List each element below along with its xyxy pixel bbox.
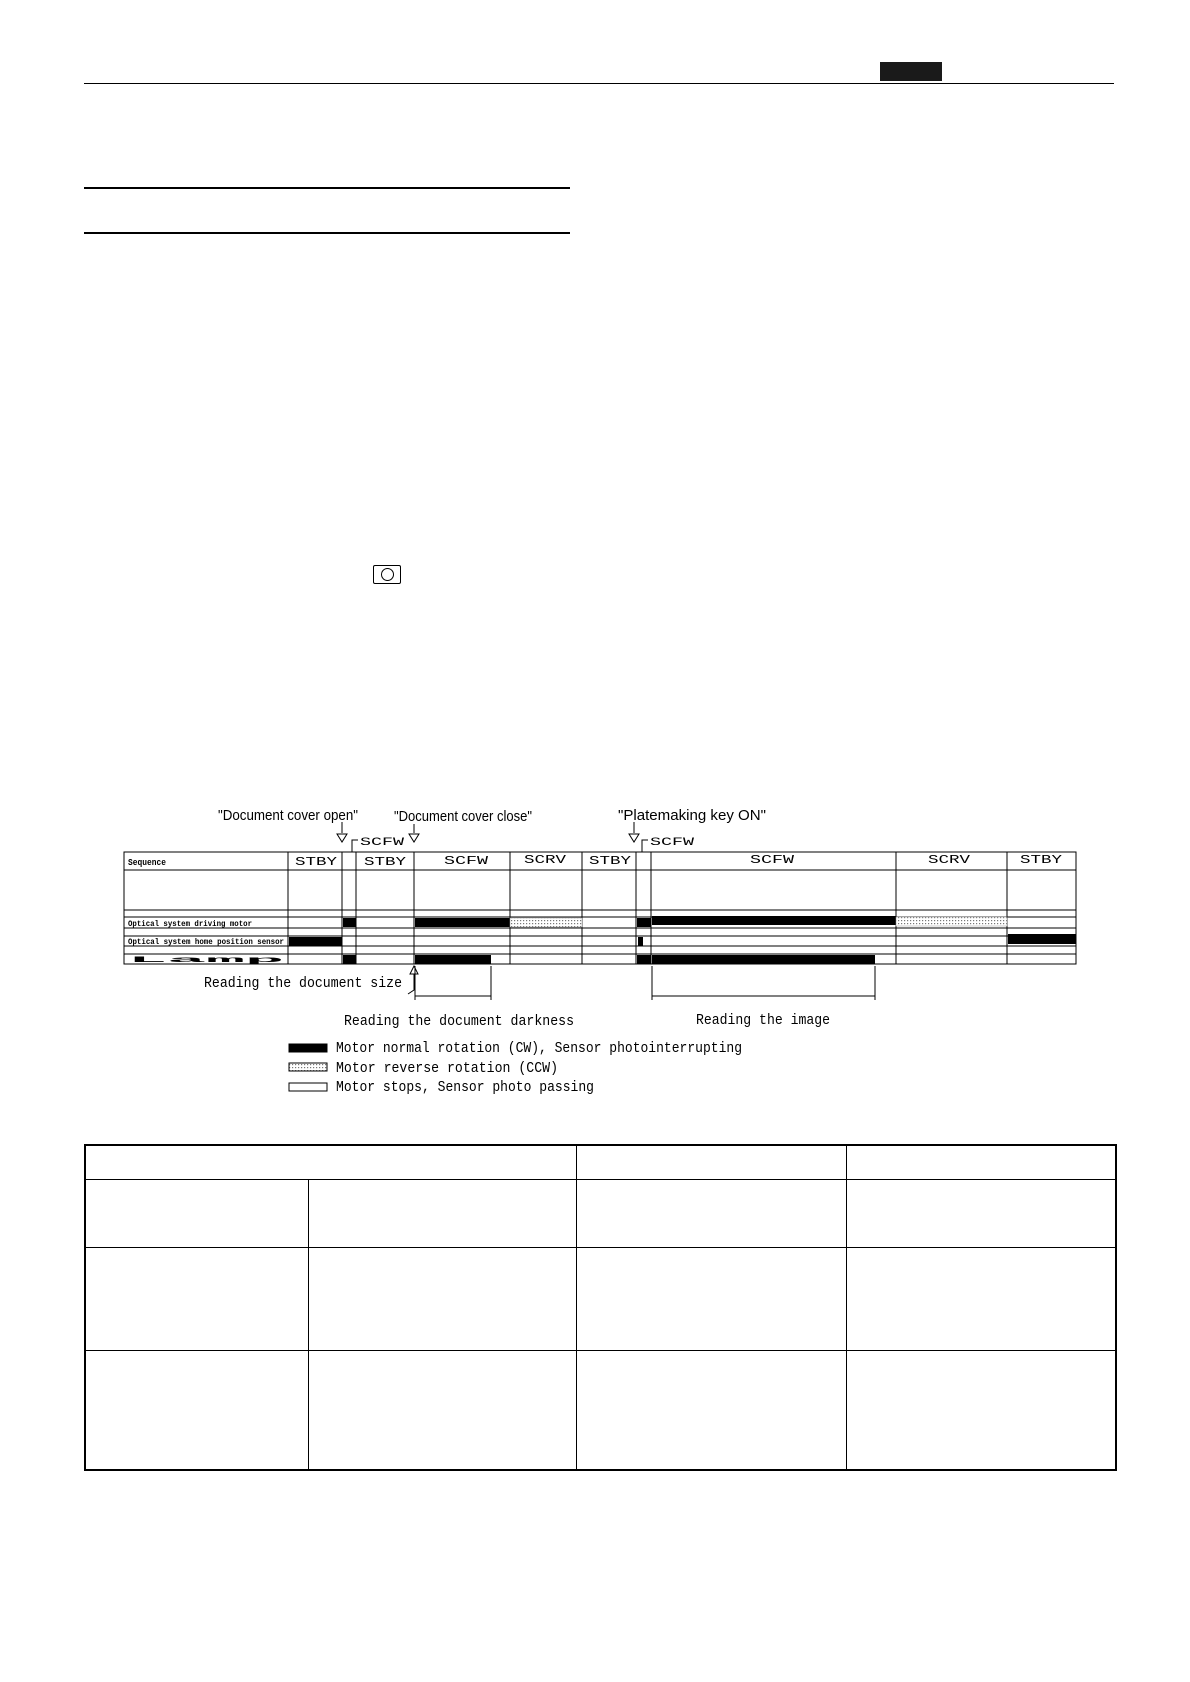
lamp-on-bar [637, 955, 651, 964]
sensor-interrupt-bar [289, 937, 342, 946]
phase-label: SCRV [928, 853, 972, 867]
table-header-row [85, 1145, 1116, 1179]
phase-label: SCRV [524, 853, 568, 867]
title-rule-top [84, 187, 570, 189]
row-label-lamp: Lamp [128, 956, 286, 965]
annotation-doc-size: Reading the document size [204, 975, 402, 992]
table-row [85, 1350, 1116, 1470]
row-label-sensor: Optical system home position sensor [128, 938, 285, 947]
motor-cw-bar [652, 916, 896, 925]
cover-open-marker [337, 834, 347, 842]
legend-swatch-stop [289, 1083, 327, 1091]
motor-cw-bar [637, 918, 651, 927]
motor-ccw-bar [896, 917, 1007, 926]
legend-swatch-ccw [289, 1063, 327, 1071]
event-cover-close: "Document cover close" [394, 808, 532, 825]
table-cell [576, 1247, 846, 1350]
table-header-cell [85, 1145, 576, 1179]
legend-swatch-cw [289, 1044, 327, 1052]
table-cell [846, 1350, 1116, 1470]
timing-diagram [100, 800, 1100, 1100]
phase-label: STBY [589, 854, 631, 868]
sensor-interrupt-bar [1008, 934, 1076, 944]
table-row [85, 1247, 1116, 1350]
legend-label-cw: Motor normal rotation (CW), Sensor photointerrupting [336, 1040, 742, 1057]
sensor-interrupt-bar [638, 937, 643, 946]
sequence-label: Sequence [128, 858, 166, 868]
phase-label: SCFW [750, 853, 796, 867]
event-platemaking-on: "Platemaking key ON" [618, 807, 766, 824]
table-cell [85, 1247, 308, 1350]
title-rule-bottom [84, 232, 570, 234]
event-cover-open: "Document cover open" [218, 807, 358, 824]
table-cell [576, 1350, 846, 1470]
legend-label-ccw: Motor reverse rotation (CCW) [336, 1060, 558, 1077]
row-label-motor: Optical system driving motor [128, 920, 253, 929]
annotation-image: Reading the image [696, 1012, 830, 1029]
start-key-icon [373, 565, 401, 584]
spec-table [84, 1144, 1117, 1471]
table-cell [308, 1350, 576, 1470]
phase-label: STBY [364, 855, 406, 869]
phase-label: SCFW [444, 854, 490, 868]
table-cell [85, 1179, 308, 1247]
motor-cw-bar [415, 918, 510, 927]
table-cell [846, 1247, 1116, 1350]
lamp-on-bar [652, 955, 875, 964]
table-cell [85, 1350, 308, 1470]
doc-size-marker [410, 966, 418, 974]
phase-label: STBY [1020, 853, 1062, 867]
header-rule [84, 83, 1114, 84]
phase-label: SCFW [650, 837, 695, 849]
table-header-cell [846, 1145, 1116, 1179]
platemaking-marker [629, 834, 639, 842]
motor-cw-bar [343, 918, 356, 927]
phase-label: STBY [295, 855, 337, 869]
table-cell [846, 1179, 1116, 1247]
table-cell [308, 1247, 576, 1350]
lamp-on-bar [415, 955, 491, 964]
table-row [85, 1179, 1116, 1247]
table-cell [308, 1179, 576, 1247]
header-tab-marker [880, 62, 942, 81]
table-header-cell [576, 1145, 846, 1179]
lamp-on-bar [343, 955, 356, 964]
phase-label: SCFW [360, 837, 405, 849]
cover-close-marker [409, 834, 419, 842]
legend-label-stop: Motor stops, Sensor photo passing [336, 1079, 594, 1096]
table-cell [576, 1179, 846, 1247]
annotation-doc-darkness: Reading the document darkness [344, 1013, 574, 1030]
motor-ccw-bar [510, 918, 582, 927]
